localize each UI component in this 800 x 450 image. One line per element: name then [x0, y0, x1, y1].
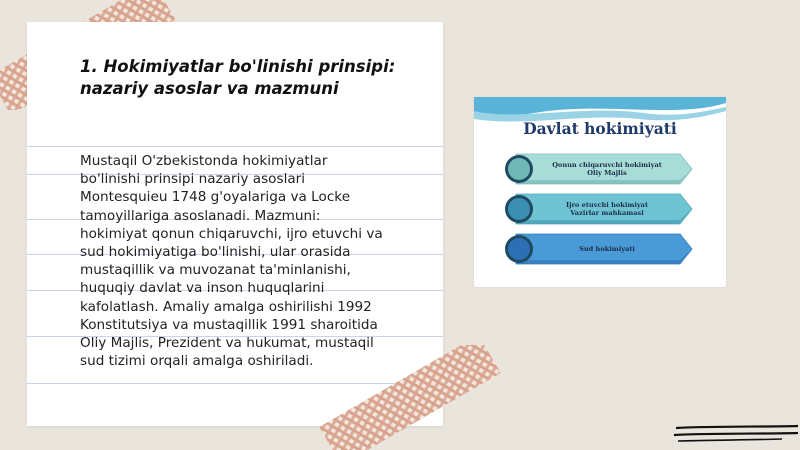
- washi-tape-bottom: [318, 345, 503, 450]
- paper-rule: [27, 146, 443, 147]
- diagram-title: Davlat hokimiyati: [523, 119, 677, 138]
- title-line: 1. Hokimiyatlar bo'linishi prinsipi:: [80, 57, 396, 76]
- branch-legislative: [474, 149, 726, 189]
- branch-label: [532, 161, 682, 177]
- branch-label-line: Vazirlar mahkamasi: [570, 209, 644, 217]
- body-line: mustaqillik va muvozanat ta'minlanishi,: [80, 262, 351, 279]
- branch-label: [532, 201, 682, 217]
- body-paragraph: [80, 152, 420, 370]
- body-line: hokimiyat qonun chiqaruvchi, ijro etuvchi va: [80, 225, 383, 242]
- body-line: Montesquieu 1748 g'oyalariga va Locke: [80, 189, 351, 206]
- branch-label-line: Ijro etuvchi hokimiyat: [565, 201, 648, 209]
- decorative-lines: [672, 423, 800, 445]
- branch-label-line: Qonun chiqaruvchi hokimiyat: [552, 161, 662, 169]
- body-line: Konstitutsiya va mustaqillik 1991 sharoitida: [80, 316, 378, 333]
- branch-label-line: Oliy Majlis: [587, 169, 627, 177]
- body-line: kafolatlash. Amaliy amalga oshirilishi 1992: [80, 298, 372, 315]
- body-line: sud tizimi orqali amalga oshiriladi.: [80, 353, 314, 370]
- body-line: Oliy Majlis, Prezident va hukumat, mustaqil: [80, 335, 374, 352]
- title-line: nazariy asoslar va mazmuni: [80, 79, 339, 98]
- body-line: tamoyillariga asoslanadi. Mazmuni:: [80, 207, 321, 224]
- branch-label-line: Sud hokimiyati: [579, 245, 635, 253]
- body-line: Mustaqil O'zbekistonda hokimiyatlar: [80, 153, 328, 169]
- body-line: bo'linishi prinsipi nazariy asoslari: [80, 171, 306, 188]
- branch-label: [532, 245, 682, 253]
- diagram-image: [474, 97, 726, 287]
- body-line: huquqiy davlat va inson huquqlarini: [80, 280, 325, 297]
- branch-judicial: [474, 229, 726, 269]
- body-line: sud hokimiyatiga bo'linishi, ular orasida: [80, 244, 351, 261]
- branch-executive: [474, 189, 726, 229]
- slide-title: [80, 56, 420, 100]
